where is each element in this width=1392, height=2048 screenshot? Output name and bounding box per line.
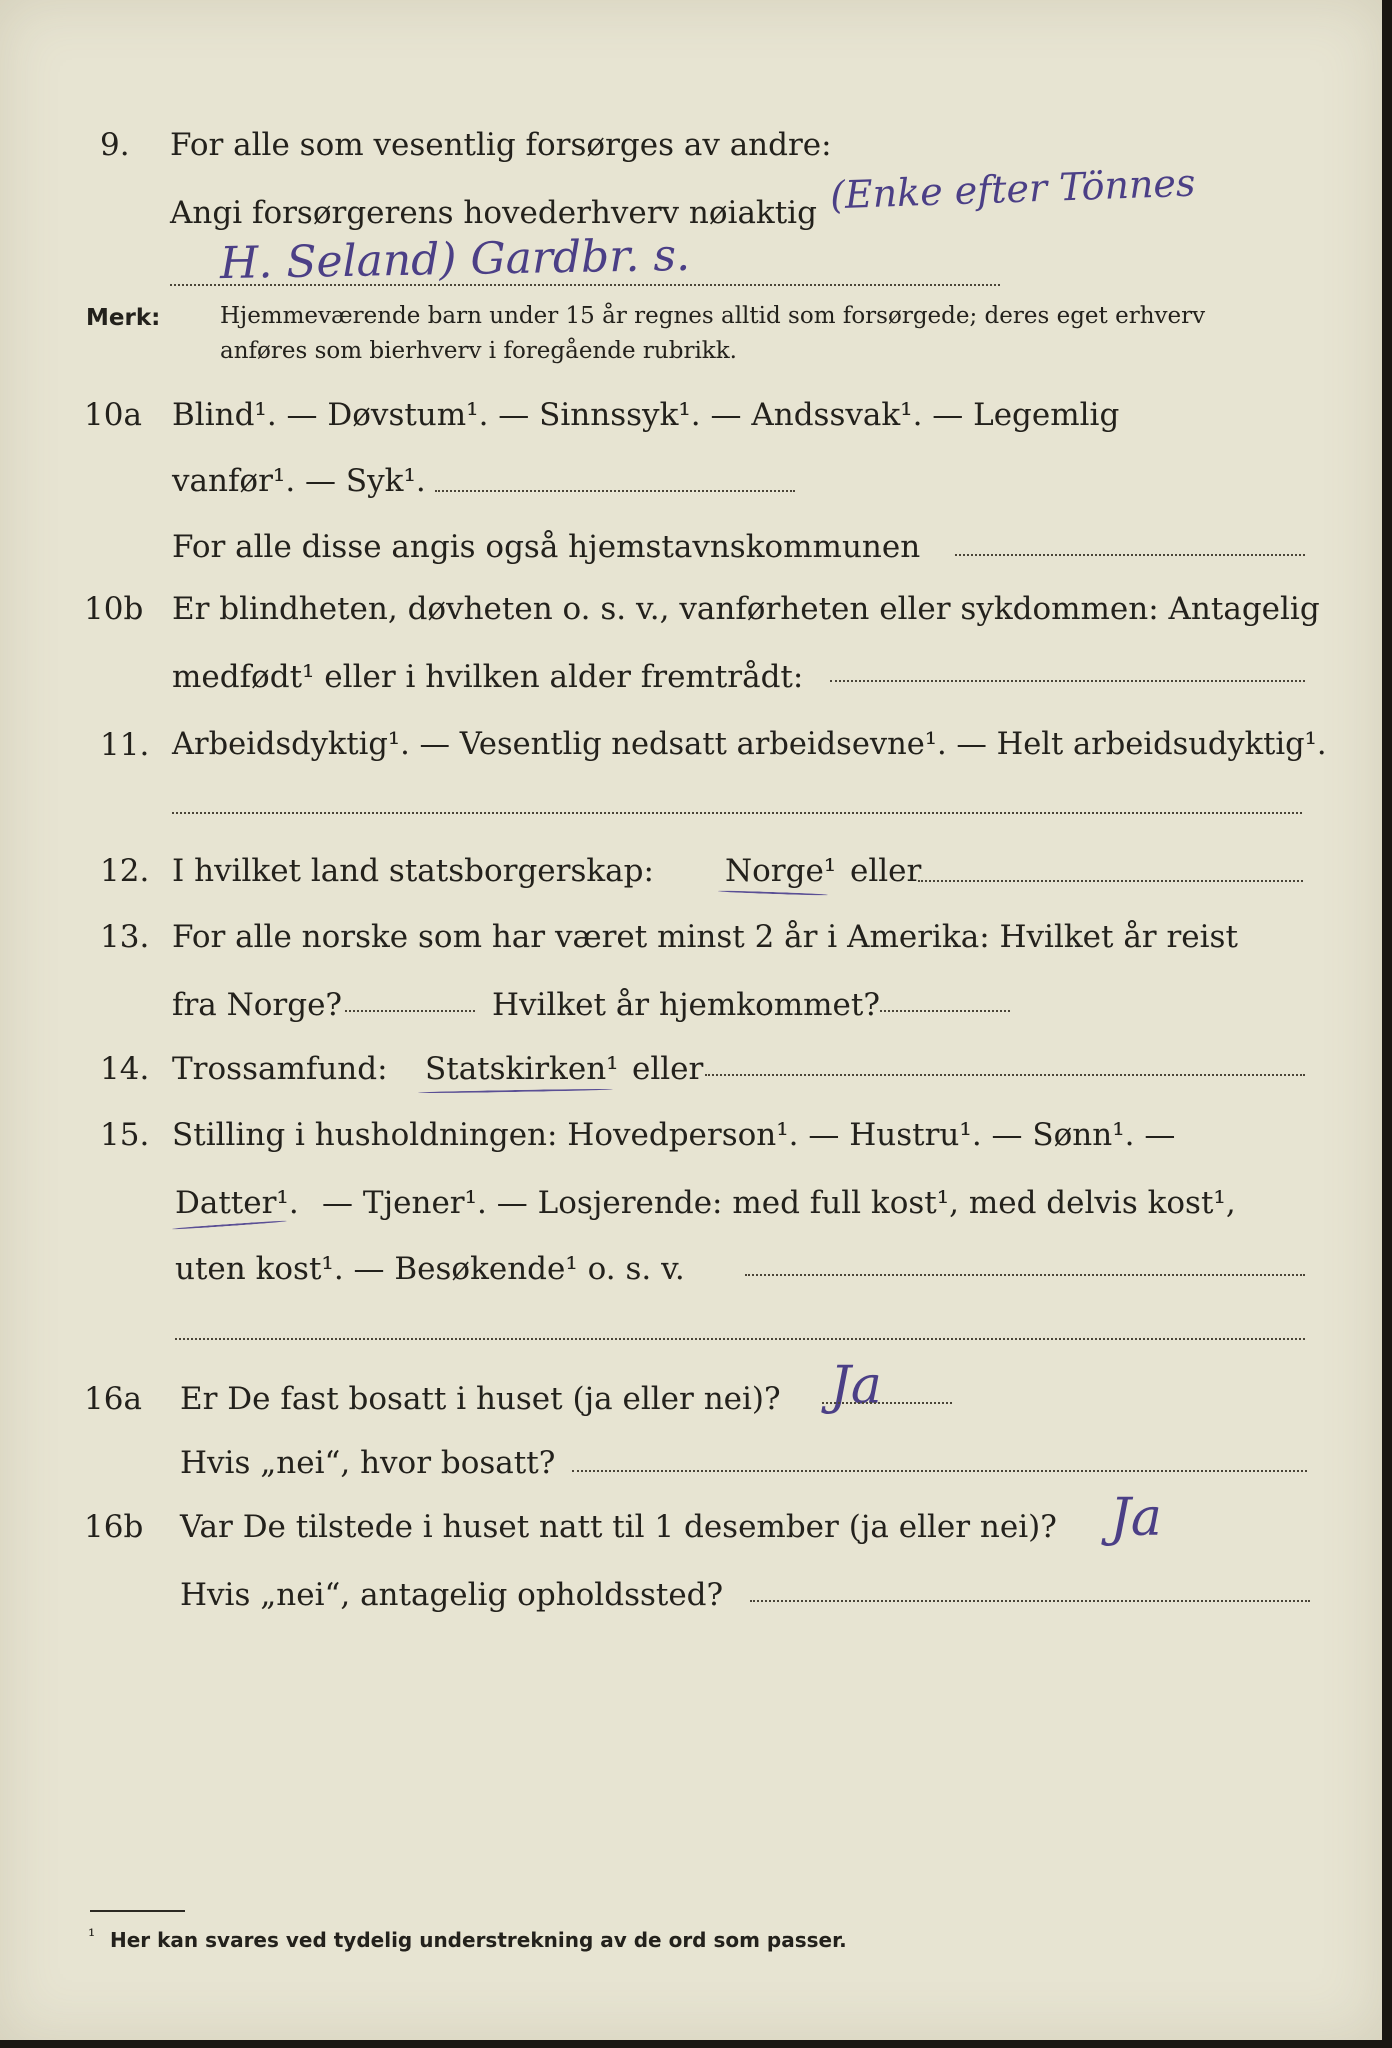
- q9-line1: For alle som vesentlig forsørges av andre:: [170, 127, 832, 163]
- merk-line1: Hjemmeværende barn under 15 år regnes alltid som forsørgede; deres eget erhverv: [220, 303, 1206, 329]
- q16a-bosatt-line: [572, 1470, 1307, 1472]
- q15-line2-b: — Tjener¹. — Losjerende: med full kost¹, med delvis kost¹,: [322, 1185, 1236, 1221]
- q9-number: 9.: [100, 127, 130, 163]
- q13-reist-line: [345, 1010, 475, 1012]
- q16a-number: 16a: [84, 1381, 142, 1417]
- q16a-line2: Hvis „nei“, hvor bosatt?: [180, 1445, 556, 1481]
- q15-datter-underline: [172, 1220, 287, 1230]
- q11-answer-line: [172, 812, 1302, 814]
- q12-norge-underline: [718, 890, 828, 896]
- q9-answer-line: [170, 284, 1000, 286]
- q10b-number: 10b: [84, 591, 144, 627]
- q10b-answer-line: [830, 680, 1305, 682]
- q14-number: 14.: [100, 1051, 150, 1087]
- q13-line2-b: Hvilket år hjemkommet?: [492, 987, 880, 1023]
- q13-hjemkommet-line: [880, 1010, 1010, 1012]
- q15-answer-line: [745, 1274, 1305, 1276]
- q10a-line3: For alle disse angis også hjemstavnskommunen: [172, 529, 921, 565]
- q10a-number: 10a: [84, 397, 142, 433]
- q13-line1: For alle norske som har været minst 2 år i Amerika: Hvilket år reist: [172, 919, 1238, 955]
- q14-text-eller: eller: [632, 1051, 704, 1087]
- q9-handwriting-b: H. Seland) Gardbr. s.: [219, 229, 691, 290]
- q9-handwriting-a: (Enke efter Tönnes: [829, 160, 1197, 218]
- q15-extra-line: [175, 1338, 1305, 1340]
- q14-text-a: Trossamfund:: [172, 1051, 388, 1087]
- q10a-hjemstavn-line: [955, 554, 1305, 556]
- q16b-handwritten-answer: Ja: [1110, 1488, 1162, 1548]
- q16b-number: 16b: [84, 1509, 144, 1545]
- q14-answer-line: [705, 1074, 1305, 1076]
- q14-text-statskirken: Statskirken¹: [425, 1051, 619, 1087]
- q15-line2-datter: Datter¹.: [175, 1185, 299, 1221]
- q10a-line2: vanfør¹. — Syk¹.: [172, 463, 426, 499]
- q11-number: 11.: [100, 727, 150, 763]
- q9-line2: Angi forsørgerens hovederhverv nøiaktig: [170, 195, 817, 231]
- q10b-line2: medfødt¹ eller i hvilken alder fremtrådt:: [172, 659, 804, 695]
- q12-text-a: I hvilket land statsborgerskap:: [172, 853, 654, 889]
- q10a-syk-line: [435, 490, 795, 492]
- q16b-line2: Hvis „nei“, antagelig opholdssted?: [180, 1577, 724, 1613]
- q16b-opholdssted-line: [750, 1600, 1310, 1602]
- q15-line3: uten kost¹. — Besøkende¹ o. s. v.: [175, 1251, 685, 1287]
- q10a-line1: Blind¹. — Døvstum¹. — Sinnssyk¹. — Andssvak¹. — Legemlig: [172, 397, 1120, 433]
- q11-line1: Arbeidsdyktig¹. — Vesentlig nedsatt arbeidsevne¹. — Helt arbeidsudyktig¹.: [172, 727, 1327, 762]
- q10b-line1: Er blindheten, døvheten o. s. v., vanførheten eller sykdommen: Antagelig: [172, 591, 1320, 627]
- q13-line2-a: fra Norge?: [172, 987, 343, 1023]
- q15-line1: Stilling i husholdningen: Hovedperson¹. — Hustru¹. — Sønn¹. —: [172, 1117, 1176, 1153]
- q15-number: 15.: [100, 1117, 150, 1153]
- footnote-text: Her kan svares ved tydelig understrekning av de ord som passer.: [110, 1928, 847, 1952]
- footnote-rule: [90, 1910, 185, 1912]
- q16b-line1: Var De tilstede i huset natt til 1 desember (ja eller nei)?: [180, 1509, 1057, 1545]
- q12-text-norge: Norge¹: [725, 853, 837, 889]
- q13-number: 13.: [100, 919, 150, 955]
- q16a-answer-line: [822, 1402, 952, 1404]
- q12-answer-line: [918, 880, 1303, 882]
- footnote-marker: ¹: [88, 1926, 96, 1947]
- q16a-handwritten-answer: Ja: [830, 1356, 882, 1416]
- merk-label: Merk:: [86, 305, 161, 331]
- q12-number: 12.: [100, 853, 150, 889]
- merk-line2: anføres som bierhverv i foregående rubrikk.: [220, 338, 737, 364]
- q12-text-eller: eller: [850, 853, 922, 889]
- q14-statskirken-underline: [418, 1088, 613, 1093]
- q16a-line1: Er De fast bosatt i huset (ja eller nei)?: [180, 1381, 781, 1417]
